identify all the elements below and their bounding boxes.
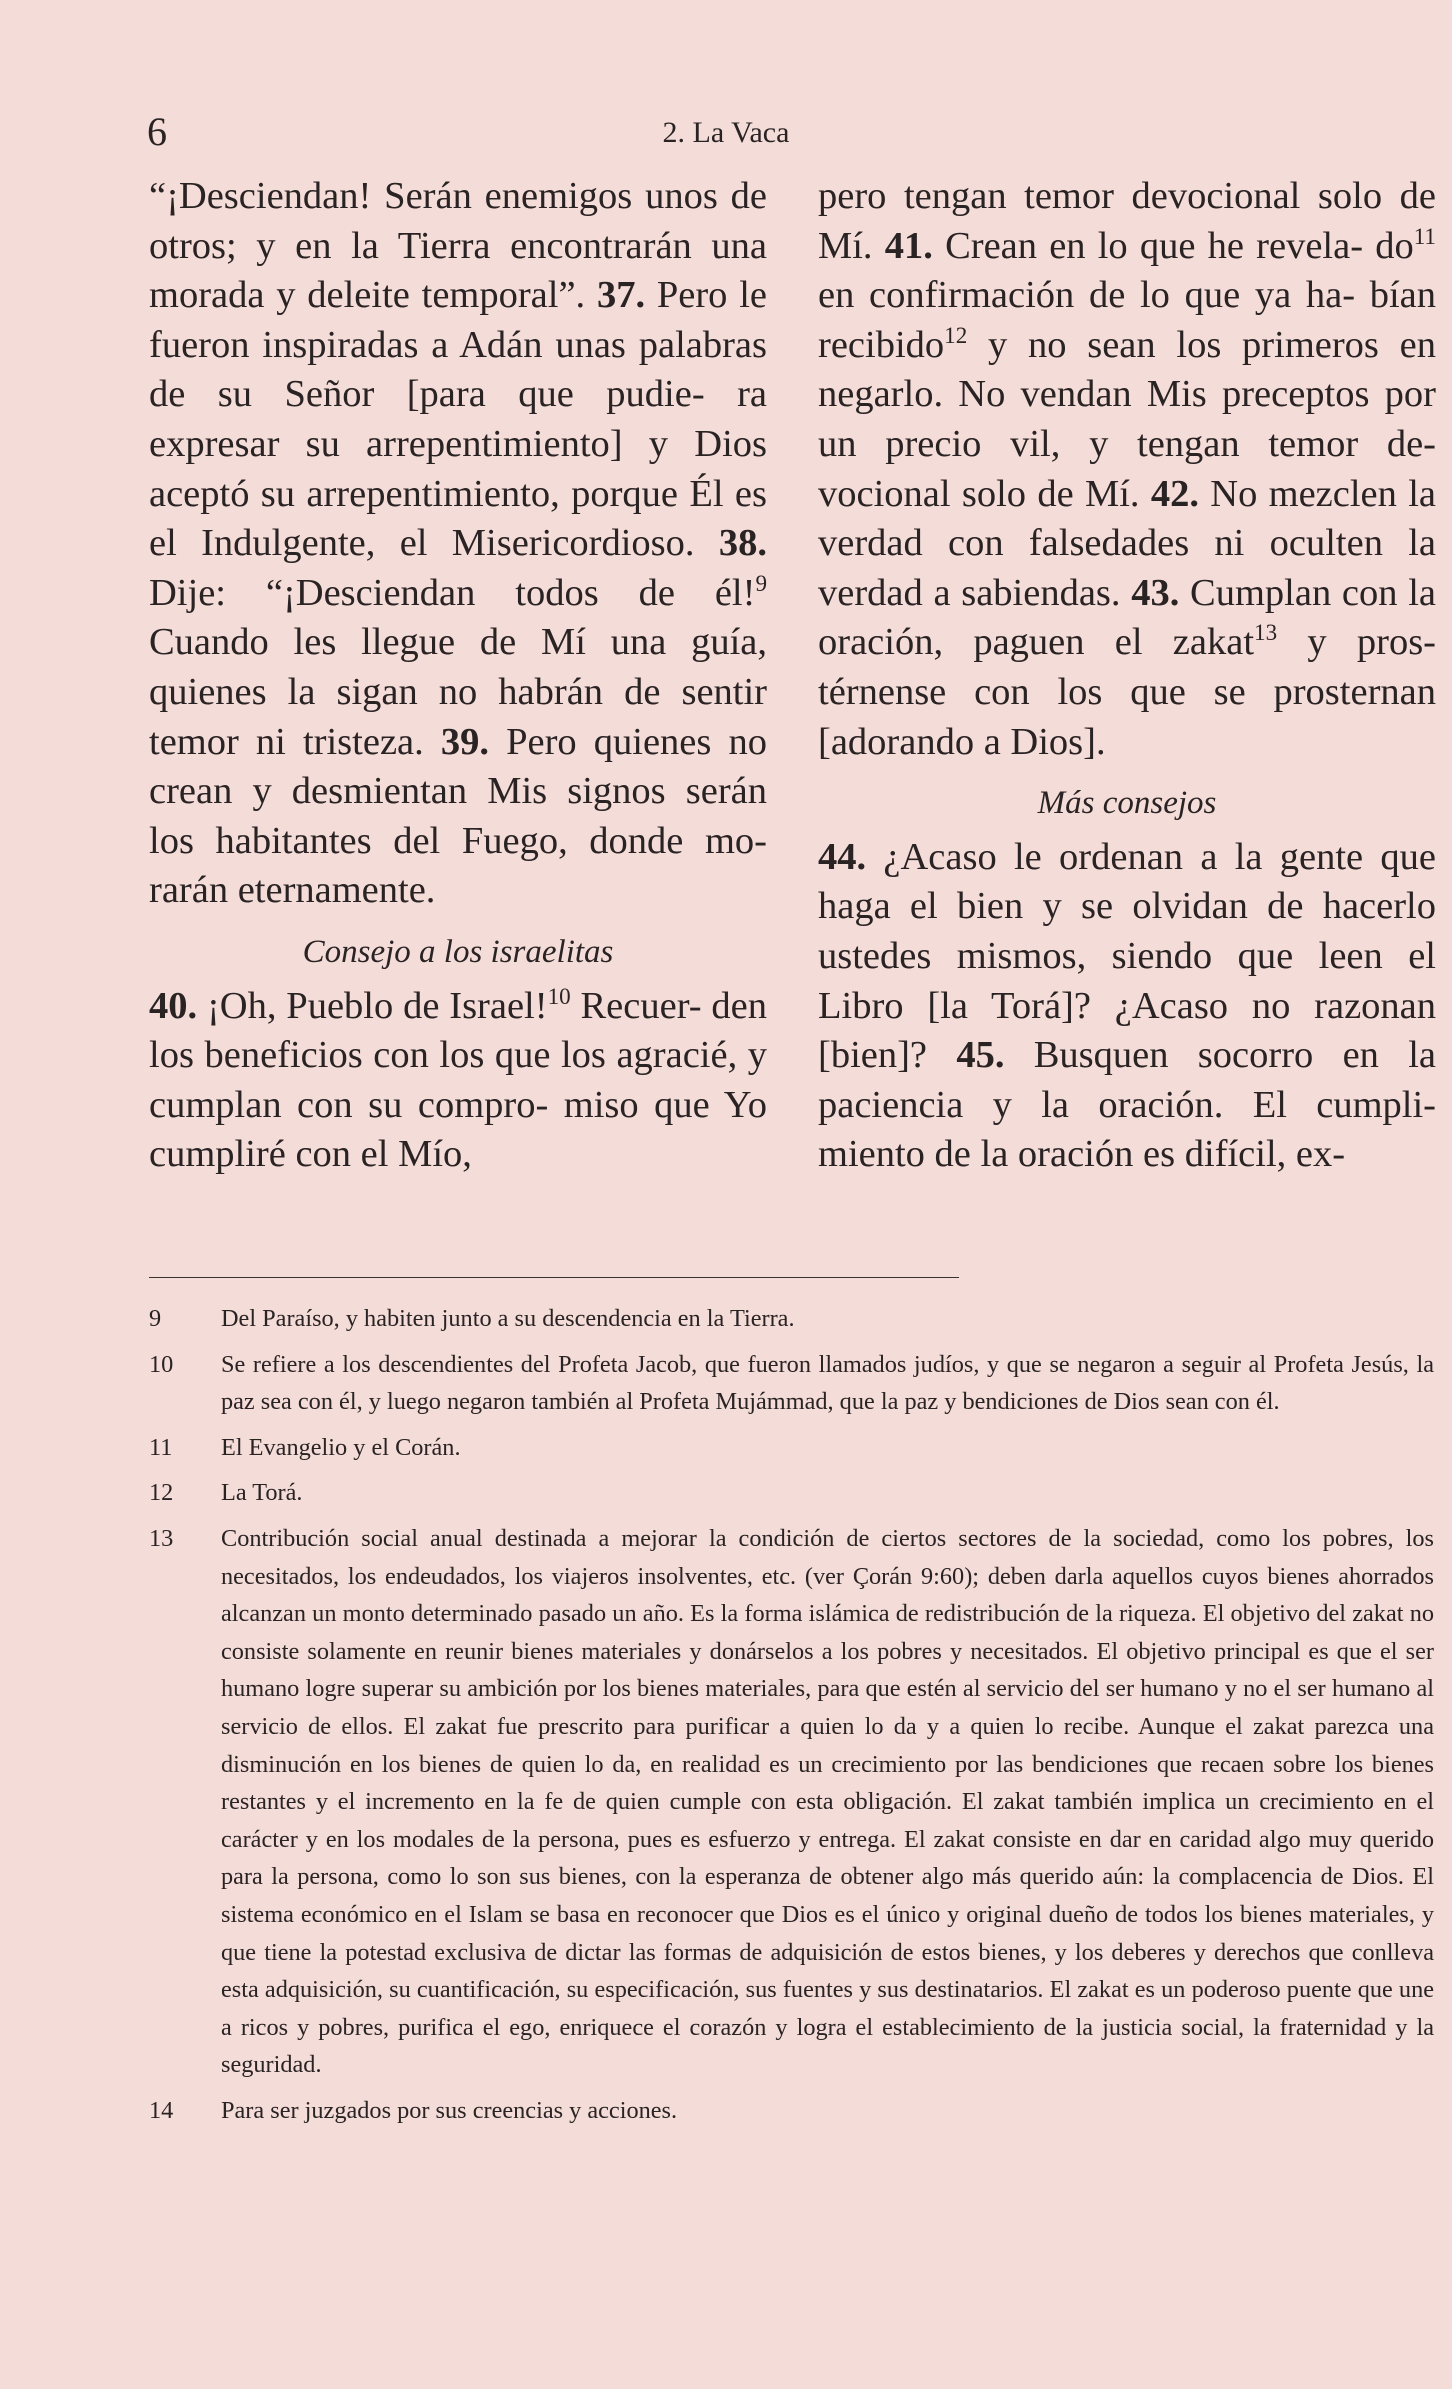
footnote-text: El Evangelio y el Corán. [221, 1433, 461, 1461]
verse-number: 45. [956, 1034, 1005, 1077]
footnote-ref: 13 [1254, 619, 1278, 646]
verse-number: 37. [596, 274, 646, 317]
footnote [149, 2092, 1434, 2130]
footnote-number: 10 [149, 1350, 174, 1378]
footnote-divider [149, 1277, 959, 1278]
footnote-text: Contribución social anual destinada a mejorar la condición de ciertos sectores de la sociedad, como los pobres, los necesitados, los endeudados, los viajeros insolventes, etc. (ver Çorán 9:60); deben darla aquellos cuyos bienes ahorrados alcanzan un monto determinado pasado un año. Es la forma islámica de redistribución de la riqueza. El objetivo del zakat no consiste solamente en reunir bienes materiales y donárselos a los pobres y necesitados. El objetivo principal es que el ser humano logre superar su ambición por los bienes materiales, para que estén al servicio del ser humano y no el ser humano al servicio de ellos. El zakat fue prescrito para purificar a quien lo da y a quien lo recibe. Aunque el zakat parezca una disminución en los bienes de quien lo da, en realidad es un crecimiento por las bendiciones que recaen sobre los bienes restantes y el incremento en la fe de quien cumple con esta obligación. El zakat también implica un crecimiento en el carácter y en los modales de la persona, pues es esfuerzo y entrega. El zakat consiste en dar en caridad algo muy querido para la persona, como lo son sus bienes, con la esperanza de obtener algo más querido aún: la complacencia de Dios. El sistema económico en el Islam se basa en reconocer que Dios es el único y original dueño de todos los bienes materiales, y que tiene la potestad exclusiva de dictar las formas de adquisición de estos bienes, y los deberes y derechos que conlleva esta adquisición, su cuantificación, su especificación, sus fuentes y sus destinatarios. El zakat es un poderoso puente que une a ricos y pobres, purifica el ego, enriquece el corazón y logra el establecimiento de la justicia social, la fraternidad y la seguridad. [221, 1524, 1434, 2079]
footnote-number: 9 [149, 1305, 162, 1332]
footnote-number: 14 [149, 2096, 174, 2124]
footnote [149, 1429, 1434, 1467]
text-run: No mezclen la verdad con falsedades ni oculten la verdad a sabiendas. [818, 472, 1436, 614]
footnote-text: Se refiere a los descendientes del Profeta Jacob, que fueron llamados judíos, y que se negaron a seguir al Profeta Jesús, la paz sea con él, y luego negaron también al Profeta Mujámmad, que la paz y bendiciones de Dios sean con él. [221, 1350, 1434, 1416]
left-column [149, 172, 767, 1180]
footnote [149, 1520, 1434, 2084]
verse-number: 44. [818, 835, 867, 878]
footnotes [149, 1300, 1434, 2137]
text-run: ¿Acaso le ordenan a la gente que haga el bien y se olvidan de hacerlo ustedes mismos, siendo que leen el Libro [la Torá]? ¿Acaso no razonan [bien]? [818, 835, 1436, 1077]
footnote-number: 12 [149, 1479, 174, 1507]
footnote-text: La Torá. [221, 1479, 303, 1507]
text-run: Cuando les llegue de Mí una guía, quienes la sigan no habrán de sentir temor ni tristeza. [149, 621, 767, 763]
section-heading: Más consejos [1037, 785, 1217, 822]
text-run: en confirmación de lo que ya ha- bían recibido [818, 274, 1436, 366]
footnote [149, 1346, 1434, 1421]
footnote [149, 1300, 1434, 1338]
footnote-text: Del Paraíso, y habiten junto a su descendencia en la Tierra. [221, 1305, 795, 1332]
verse-number: 41. [884, 224, 933, 267]
verse-number: 42. [1150, 472, 1199, 515]
paragraph [149, 172, 767, 916]
verse-number: 39. [440, 720, 489, 763]
footnote-ref: 9 [755, 569, 767, 596]
section-heading: Consejo a los israelitas [302, 933, 614, 970]
verse-number: 43. [1131, 571, 1180, 614]
text-run: Dije: “¡Desciendan todos de él! [149, 571, 756, 614]
page-number: 6 [147, 109, 167, 154]
paragraph [818, 172, 1436, 767]
footnote-ref: 10 [547, 982, 571, 1009]
text-run: ¡Oh, Pueblo de Israel! [197, 984, 548, 1027]
paragraph [149, 982, 767, 1180]
footnote-number: 13 [149, 1524, 174, 1552]
verse-number: 40. [149, 984, 198, 1027]
text-run: Cumplan con la oración, paguen el zakat [818, 571, 1436, 664]
footnote-ref: 11 [1413, 222, 1436, 249]
text-run: Crean en lo que he revela- do [932, 224, 1414, 267]
paragraph [818, 833, 1436, 1180]
footnote-ref: 12 [944, 321, 968, 348]
text-run: pero tengan temor devocional solo de Mí. [818, 175, 1436, 267]
running-head: 2. La Vaca [662, 116, 790, 149]
footnote [149, 1474, 1434, 1512]
text-run: Recuer- den los beneficios con los que los agracié, y cumplan con su compro- miso que Yo cumpliré con el Mío, [149, 984, 767, 1176]
footnote-number: 11 [149, 1433, 173, 1461]
verse-number: 38. [718, 522, 767, 565]
text-run: Busquen socorro en la paciencia y la oración. El cumpli- miento de la oración es difícil, ex- [818, 1034, 1437, 1176]
text-run: y no sean los primeros en negarlo. No vendan Mis preceptos por un precio vil, y tengan temor de- vocional solo de Mí. [818, 323, 1436, 515]
text-run: y pros- térnense con los que se prosternan [adorando a Dios]. [818, 621, 1436, 763]
text-run: “¡Desciendan! Serán enemigos unos de otros; y en la Tierra encontrarán una morada y deleite temporal”. [149, 175, 767, 317]
footnote-text: Para ser juzgados por sus creencias y acciones. [221, 2096, 678, 2124]
text-run: Pero quienes no crean y desmientan Mis signos serán los habitantes del Fuego, donde mo- rarán eternamente. [149, 720, 767, 912]
right-column [818, 172, 1436, 1180]
text-run: Pero le fueron inspiradas a Adán unas palabras de su Señor [para que pudie- ra expresar su arrepentimiento] y Dios aceptó su arrepentimiento, porque Él es el Indulgente, el Misericordioso. [149, 274, 767, 565]
